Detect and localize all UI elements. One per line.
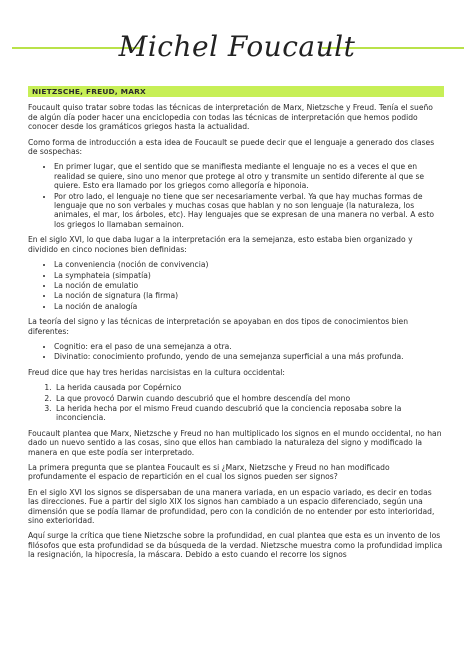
list-item: • Divinatio: conocimiento profundo, yendo de una semejanza superficial a una más profunda.: [54, 352, 444, 361]
list-item: 3. La herida hecha por el mismo Freud cuando descubrió que la conciencia reposaba sobre la inconciencia.: [54, 404, 444, 423]
list-item: • En primer lugar, que el sentido que se manifiesta mediante el lenguaje no es a veces el que en realidad se quiere, sino uno menor que protege al otro y transmite un sentido diferente al que se quiere. Esto era llamado por los griegos como allegoría e hiponoia.: [54, 162, 444, 190]
paragraph-siglo-xix: En el siglo XVI los signos se dispersaban de una manera variada, en un espacio variado, es decir en todas las direcciones. Fue a partir del siglo XIX los signos han cambiado a un espacio diferenciado, según una dimensión que se podía llamar de profundidad, pero con la condición de no entender por esto interioridad, sino exterioridad.: [28, 487, 435, 526]
heridas-list: [28, 383, 444, 423]
list-item: 2. La que provocó Darwin cuando descubrió que el hombre descendía del mono: [54, 394, 444, 403]
conocimientos-list: [28, 342, 444, 362]
list-item: • La symphateia (simpatía): [54, 271, 444, 280]
list-item: • La noción de emulatio: [54, 281, 444, 290]
paragraph-teoria-signo: La teoría del signo y las técnicas de interpretación se apoyaban en dos tipos de conocimientos bien diferentes:: [28, 317, 409, 336]
list-item: 1. La herida causada por Copérnico: [54, 383, 444, 392]
list-item: • La noción de signatura (la firma): [54, 291, 444, 300]
sospechas-list: [28, 162, 444, 229]
paragraph-sospechas: Como forma de introducción a esta idea de Foucault se puede decir que el lenguaje a generado dos clases de sospechas:: [28, 137, 435, 157]
paragraph-heridas: Freud dice que hay tres heridas narcisistas en la cultura occidental:: [28, 367, 285, 377]
paragraph-foucault-plantea: Foucault plantea que Marx, Nietzsche y Freud no han multiplicado los signos en el mundo occidental, no han dado un nuevo sentido a las cosas, sino que ellos han cambiado la naturaleza del signo y modificado la manera en que este podía ser interpretado.: [28, 428, 442, 457]
section-header: NIETZSCHE, FREUD, MARX: [28, 86, 444, 97]
paragraph-siglo-xvi: En el siglo XVI, lo que daba lugar a la interpretación era la semejanza, esto estaba bien organizado y dividido en cinco nociones bien definidas:: [28, 235, 413, 254]
list-item: • Cognitio: era el paso de una semejanza a otra.: [54, 342, 444, 351]
paragraph-intro: Foucault quiso tratar sobre todas las técnicas de interpretación de Marx, Nietzsche y Freud. Tenía el sueño de algún día poder hacer una enciclopedia con todas las técnicas de interpretación que hemos podido conocer desde los gramáticos griegos hasta la actualidad.: [28, 103, 433, 132]
paragraph-nietzsche-critica: Aquí surge la crítica que tiene Nietzsche sobre la profundidad, en cual plantea que esta es un invento de los filósofos que esta profundidad se da búsqueda de la verdad. Nietzsche muestra como la profundidad implica la resignación, la hipocresía, la máscara. Debido a esto cuando el recorre los signos: [28, 531, 443, 560]
page-title: Michel Foucault: [118, 30, 356, 63]
nociones-list: [28, 260, 444, 311]
list-item: • La conveniencia (noción de convivencia): [54, 260, 444, 269]
document-body: [28, 86, 444, 566]
list-item: • Por otro lado, el lenguaje no tiene que ser necesariamente verbal. Ya que hay muchas formas de lenguaje que no son verbales y muchas cosas que hablan y no son lenguaje (la naturaleza, los animales, el mar, los árboles, etc). Hay lenguajes que se expresan de una manera no verbal. A esto los griegos lo llamaban semainon.: [54, 192, 444, 230]
list-item: • La noción de analogía: [54, 302, 444, 311]
paragraph-primera-pregunta: La primera pregunta que se plantea Foucault es si ¿Marx, Nietzsche y Freud no han modificado profundamente el espacio de repartición en el cual los signos pueden ser signos?: [28, 463, 390, 482]
